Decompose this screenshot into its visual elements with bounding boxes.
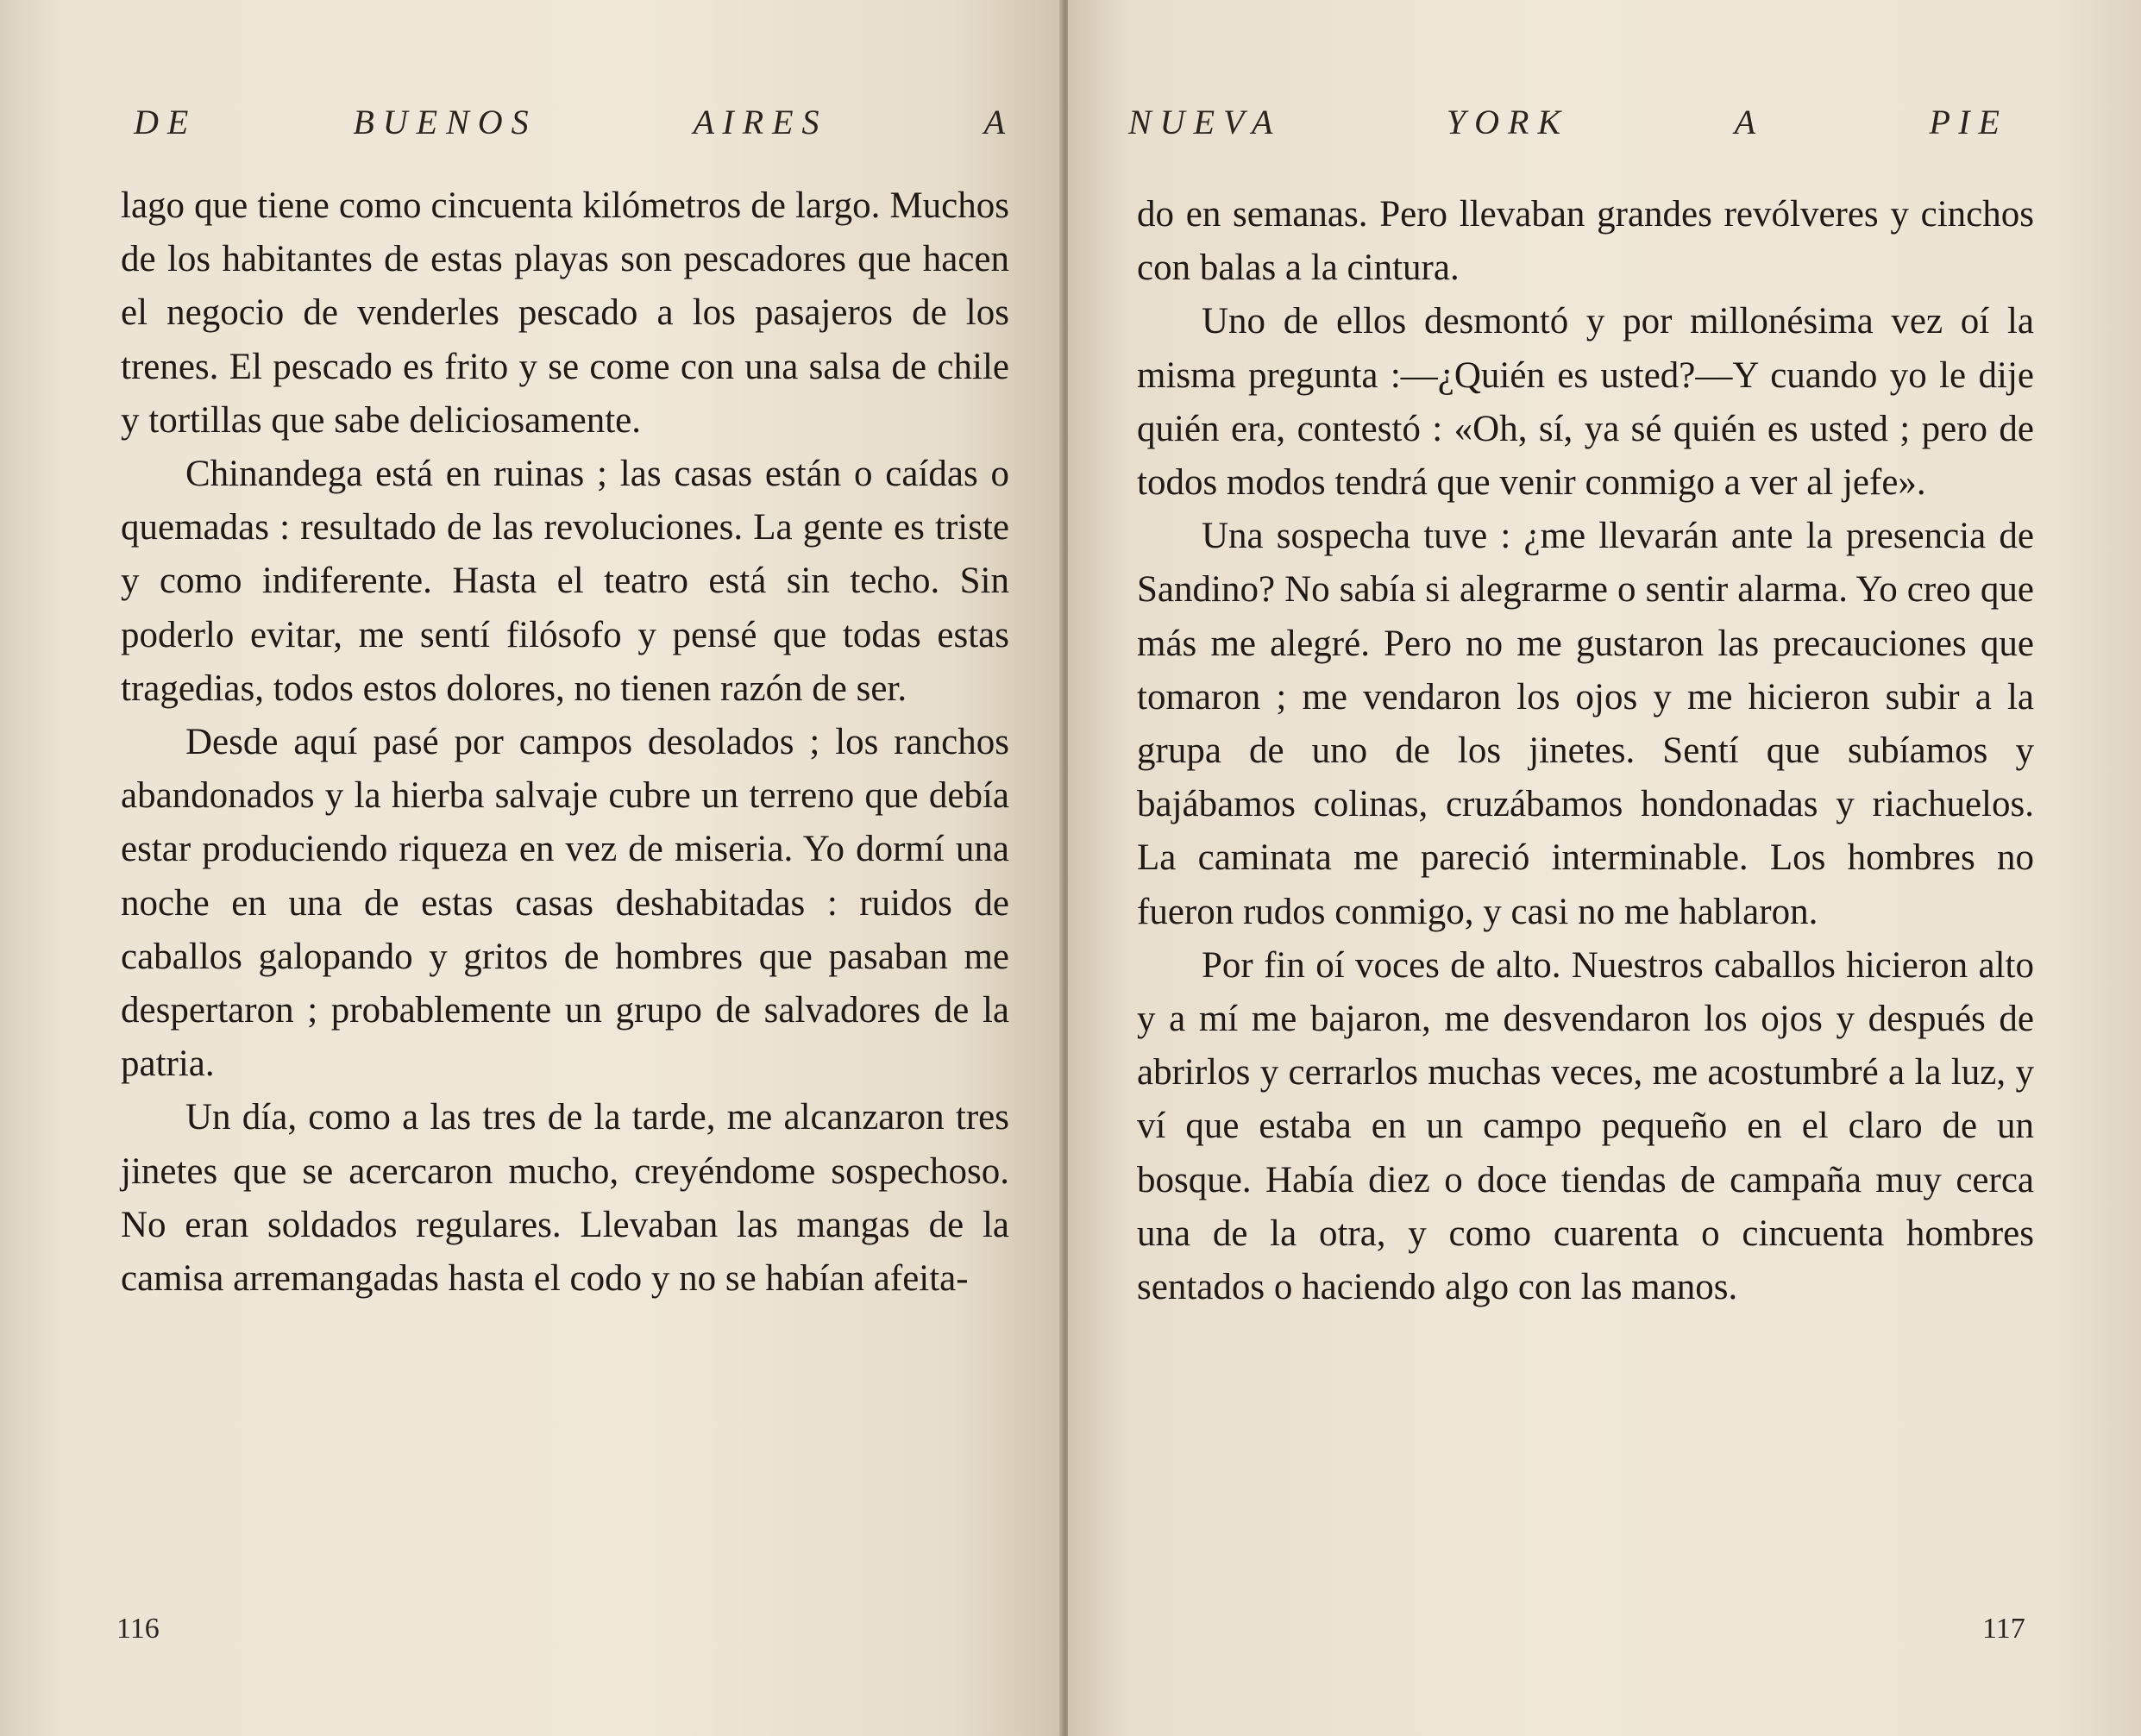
paragraph: Una sospecha tuve : ¿me llevarán ante la presencia de Sandino? No sabía si alegrarme o sentir alarma. Yo creo que más me alegré. Pero no me gustaron las precauciones que tomaron ; me vendaron los ojos y me hicieron subir a la grupa de uno de los jinetes. Sentí que subíamos y bajábamos colinas, cruzábamos hondonadas y riachuelos. La caminata me pareció interminable. Los hombres no fueron rudos conmigo, y casi no me hablaron. — [1137, 516, 2034, 932]
paragraph: Por fin oí voces de alto. Nuestros caballos hicieron alto y a mí me bajaron, me desvendaron los ojos y después de abrirlos y cerrarlos muchas veces, me acostumbré a la luz, y ví que estaba en un campo pequeño en el claro de un bosque. Había diez o doce tiendas de campaña muy cerca una de la otra, y como cuarenta o cincuenta hombres sentados o haciendo algo con las manos. — [1137, 944, 2034, 1308]
paragraph: do en semanas. Pero llevaban grandes revólveres y cinchos con balas a la cintura. — [1137, 194, 2034, 289]
paragraph: Chinandega está en ruinas ; las casas están o caídas o quemadas : resultado de las revoluciones. La gente es triste y como indiferente. Hasta el teatro está sin techo. Sin poderlo evitar, me sentí filósofo y pensé que todas estas tragedias, todos estos dolores, no tienen razón de ser. — [121, 454, 1009, 709]
left-running-head — [134, 102, 1005, 142]
running-head-word: B U E N O S — [353, 103, 529, 141]
right-running-head — [1128, 102, 2000, 142]
running-head-word: A I R E S — [693, 103, 819, 141]
left-page — [0, 0, 1063, 1736]
running-head-word: D E — [134, 103, 189, 141]
page-number: 116 — [116, 1613, 160, 1645]
page-number: 117 — [1982, 1613, 2025, 1645]
paragraph: lago que tiene como cincuenta kilómetros de largo. Muchos de los habitantes de estas playas son pescadores que hacen el negocio de venderles pescado a los pasajeros de los trenes. El pescado es frito y se come con una salsa de chile y tortillas que sabe deliciosamente. — [121, 185, 1009, 441]
running-head-word: N U E V A — [1128, 103, 1273, 141]
right-body-text — [1137, 188, 2034, 1314]
running-head-word: A — [1734, 103, 1756, 141]
paragraph: Uno de ellos desmontó y por millonésima vez oí la misma pregunta :—¿Quién es usted?—Y cuando yo le dije quién era, contestó : «Oh, sí, ya sé quién es usted ; pero de todos modos tendrá que venir conmigo a ver al jefe». — [1137, 301, 2034, 504]
running-head-word: A — [983, 103, 1005, 141]
paragraph: Un día, como a las tres de la tarde, me alcanzaron tres jinetes que se acercaron mucho, creyéndome sospechoso. No eran soldados regulares. Llevaban las mangas de la camisa arremangadas hasta el codo y no se habían afeita- — [121, 1097, 1009, 1300]
running-head-word: Y O R K — [1446, 103, 1561, 141]
left-body-text — [121, 179, 1009, 1306]
paragraph: Desde aquí pasé por campos desolados ; los ranchos abandonados y la hierba salvaje cubre un terreno que debía estar produciendo riqueza en vez de miseria. Yo dormí una noche en una de estas casas deshabitadas : ruidos de caballos galopando y gritos de hombres que pasaban me despertaron ; probablemente un grupo de salvadores de la patria. — [121, 722, 1009, 1085]
right-page — [1068, 0, 2141, 1736]
running-head-word: P I E — [1929, 103, 2000, 141]
